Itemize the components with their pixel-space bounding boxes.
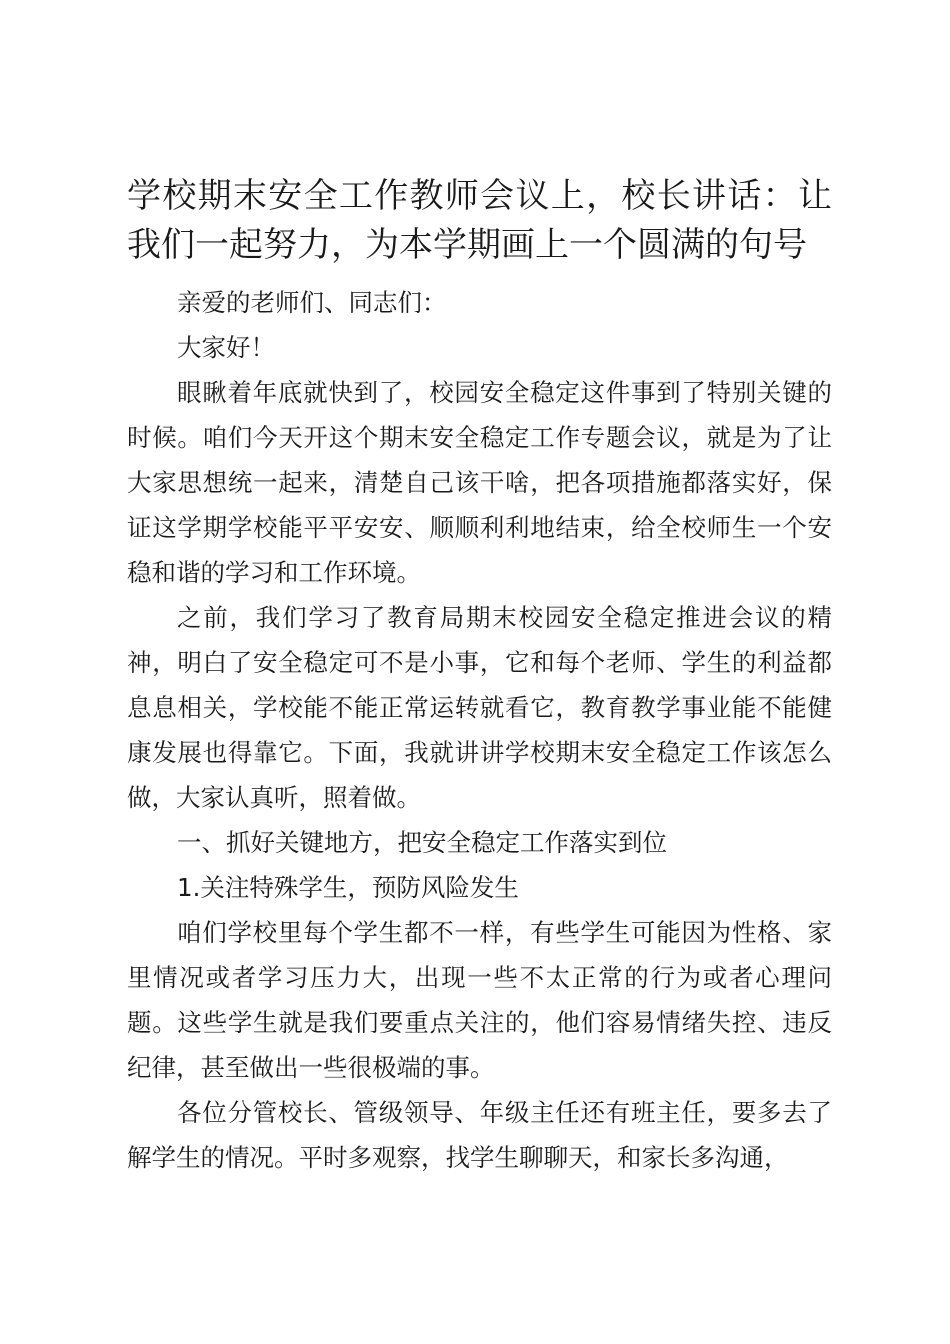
subsection-heading-1-1: 1.关注特殊学生，预防风险发生 [177,873,519,902]
document-title: 学校期末安全工作教师会议上，校长讲话：让我们一起努力，为本学期画上一个圆满的句号 [127,176,832,265]
salutation: 亲爱的老师们、同志们： [177,288,447,317]
section-heading-1: 一、抓好关键地方，把安全稳定工作落实到位 [177,828,667,857]
paragraph-leaders-duty: 各位分管校长、管级领导、年级主任还有班主任，要多去了解学生的情况。平时多观察，找学生聊聊天，和家长多沟通， [127,1098,832,1172]
paragraph-opening: 眼瞅着年底就快到了，校园安全稳定这件事到了特别关键的时候。咱们今天开这个期末安全稳定工作专题会议，就是为了让大家思想统一起来，清楚自己该干啥，把各项措施都落实好，保证这学期学校能平平安安、顺顺利利地结束，给全校师生一个安稳和谐的学习和工作环境。 [127,378,832,587]
paragraph-special-students: 咱们学校里每个学生都不一样，有些学生可能因为性格、家里情况或者学习压力大，出现一些不太正常的行为或者心理问题。这些学生就是我们要重点关注的，他们容易情绪失控、违反纪律，甚至做出一些很极端的事。 [127,918,832,1082]
greeting: 大家好！ [177,333,275,362]
paragraph-background: 之前，我们学习了教育局期末校园安全稳定推进会议的精神，明白了安全稳定可不是小事，它和每个老师、学生的利益都息息相关，学校能不能正常运转就看它，教育教学事业能不能健康发展也得靠它。下面，我就讲讲学校期末安全稳定工作该怎么做，大家认真听，照着做。 [127,603,832,812]
document-body [127,280,832,1180]
